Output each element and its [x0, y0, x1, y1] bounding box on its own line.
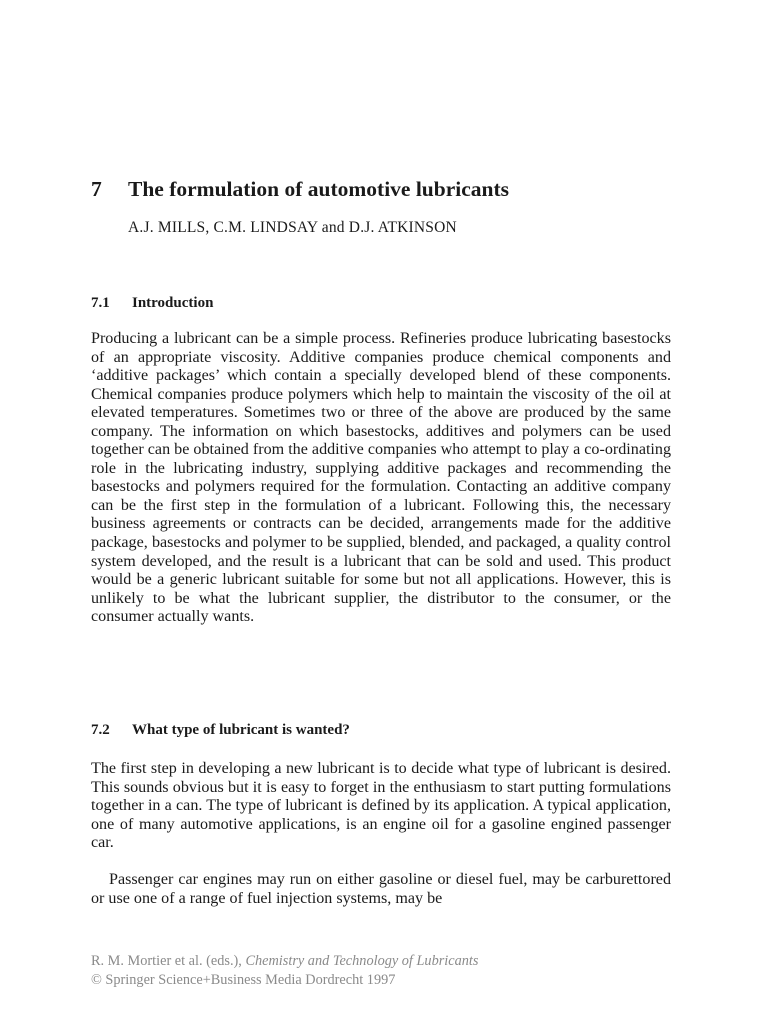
section-heading-text: What type of lubricant is wanted?	[132, 722, 350, 738]
section-heading-text: Introduction	[132, 295, 214, 311]
section-heading-introduction	[91, 293, 213, 313]
chapter-title-text: The formulation of automotive lubricants	[128, 177, 510, 201]
body-paragraph: Passenger car engines may run on either gasoline or diesel fuel, may be carburettored or use one of a range of fuel injection systems, may be	[91, 871, 671, 907]
section-number: 7.2	[91, 722, 110, 738]
body-paragraph: The first step in developing a new lubricant is to decide what type of lubricant is desired. This sounds obvious but it is easy to forget in the enthusiasm to start putting formulations together in a can. The type of lubricant is defined by its application. A typical application, one of many automotive applications, is an engine oil for a gasoline engined passenger car.	[91, 760, 671, 852]
footer-book-title: Chemistry and Technology of Lubricants	[245, 953, 479, 969]
page-footer	[91, 952, 478, 990]
chapter-number: 7	[91, 177, 102, 201]
chapter-authors: A.J. MILLS, C.M. LINDSAY and D.J. ATKINSON	[128, 219, 457, 236]
body-paragraph: Producing a lubricant can be a simple process. Refineries produce lubricating basestocks of an appropriate viscosity. Additive companies produce chemical components and ‘additive packages’ which contain a specially developed blend of these components. Chemical companies produce polymers which help to maintain the viscosity of the oil at elevated temperatures. Sometimes two or three of the above are produced by the same company. The information on which basestocks, additives and polymers can be used together can be obtained from the additive companies who attempt to play a co-ordinating role in the lubricating industry, supplying additive packages and recommending the basestocks and polymers required for the formulation. Contacting an additive company can be the first step in the formulation of a lubricant. Following this, the necessary business agreements or contracts can be decided, arrangements made for the additive package, basestocks and polymer to be supplied, blended, and packaged, a quality control system developed, and the result is a lubricant that can be sold and used. This product would be a generic lubricant suitable for some but not all applications. However, this is unlikely to be what the lubricant supplier, the distributor to the consumer, or the consumer actually wants.	[91, 330, 671, 626]
chapter-title	[91, 174, 509, 204]
section-number: 7.1	[91, 295, 110, 311]
footer-copyright: © Springer Science+Business Media Dordrecht 1997	[91, 972, 396, 988]
section-heading-lubricant-type	[91, 720, 350, 740]
footer-editors: R. M. Mortier et al. (eds.),	[91, 953, 246, 969]
footer-citation	[91, 952, 478, 971]
